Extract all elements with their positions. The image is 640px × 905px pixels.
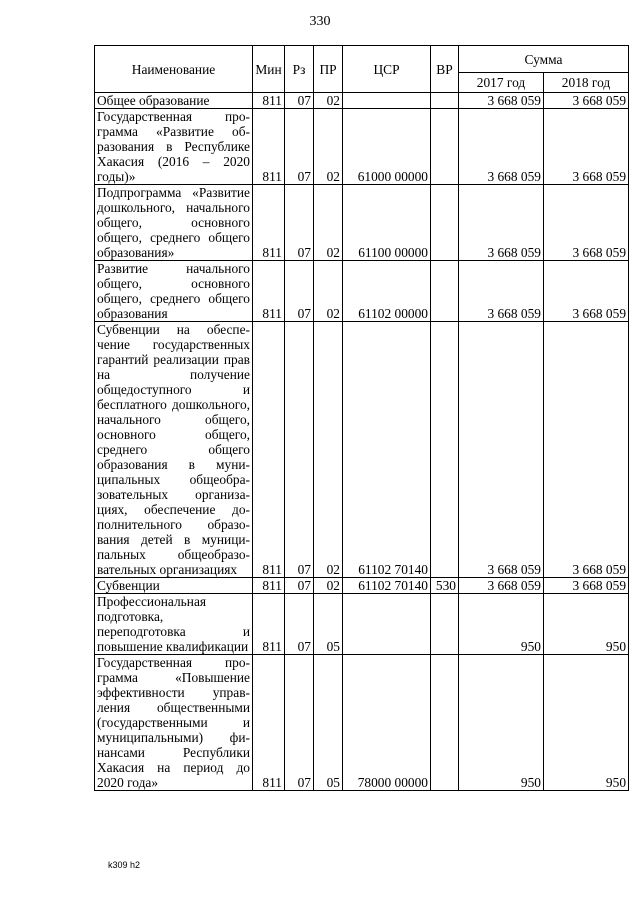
row-name: Государственная программа «Развитие образования в Республике Хакасия (2016 – 2020 годы)» — [95, 109, 253, 185]
row-rz: 07 — [285, 578, 314, 594]
row-rz: 07 — [285, 185, 314, 261]
row-sum-2018: 3 668 059 — [544, 109, 629, 185]
row-name: Подпрограмма «Развитие дошкольного, начального общего, основного общего, среднего общего образования» — [95, 185, 253, 261]
row-csr: 61102 00000 — [343, 261, 431, 322]
row-sum-2018: 3 668 059 — [544, 93, 629, 109]
row-rz: 07 — [285, 322, 314, 578]
row-name: Субвенции на обеспечение государственных гарантий реализации прав на получение общедоступного и бесплатного дошкольного, начального общего, основного общего, среднего общего образования в муниципальных общеобразовательных организациях, обеспечение дополнительного образования детей в муниципальных общеобразовательных организациях — [95, 322, 253, 578]
table-row — [95, 261, 629, 322]
row-pr: 05 — [314, 594, 343, 655]
row-min: 811 — [253, 93, 285, 109]
row-min: 811 — [253, 261, 285, 322]
row-sum-2018: 3 668 059 — [544, 322, 629, 578]
row-pr: 02 — [314, 578, 343, 594]
row-csr — [343, 93, 431, 109]
row-pr: 02 — [314, 261, 343, 322]
row-vr — [431, 185, 459, 261]
row-vr — [431, 261, 459, 322]
row-pr: 02 — [314, 109, 343, 185]
table-row — [95, 655, 629, 791]
row-pr: 02 — [314, 185, 343, 261]
row-min: 811 — [253, 185, 285, 261]
row-csr: 61102 70140 — [343, 322, 431, 578]
row-vr — [431, 322, 459, 578]
row-sum-2017: 3 668 059 — [459, 578, 544, 594]
row-sum-2017: 3 668 059 — [459, 185, 544, 261]
header-year-2017: 2017 год — [459, 73, 544, 93]
header-pr: ПР — [314, 46, 343, 93]
row-sum-2017: 3 668 059 — [459, 261, 544, 322]
row-sum-2017: 950 — [459, 655, 544, 791]
row-min: 811 — [253, 594, 285, 655]
header-rz: Рз — [285, 46, 314, 93]
budget-table — [94, 45, 629, 791]
row-min: 811 — [253, 578, 285, 594]
table-row — [95, 578, 629, 594]
row-vr: 530 — [431, 578, 459, 594]
row-csr: 61000 00000 — [343, 109, 431, 185]
header-csr: ЦСР — [343, 46, 431, 93]
row-rz: 07 — [285, 655, 314, 791]
header-year-2018: 2018 год — [544, 73, 629, 93]
table-row — [95, 109, 629, 185]
row-sum-2018: 3 668 059 — [544, 185, 629, 261]
row-sum-2018: 950 — [544, 655, 629, 791]
row-sum-2018: 3 668 059 — [544, 578, 629, 594]
table-row — [95, 185, 629, 261]
header-name: Наименование — [95, 46, 253, 93]
table-row — [95, 594, 629, 655]
row-vr — [431, 594, 459, 655]
table-row — [95, 93, 629, 109]
header-vr: ВР — [431, 46, 459, 93]
row-vr — [431, 655, 459, 791]
row-sum-2018: 950 — [544, 594, 629, 655]
row-sum-2017: 3 668 059 — [459, 109, 544, 185]
footer-code: k309 h2 — [108, 860, 141, 870]
row-name: Субвенции — [95, 578, 253, 594]
header-sum: Сумма — [459, 46, 629, 73]
row-csr: 61100 00000 — [343, 185, 431, 261]
row-vr — [431, 93, 459, 109]
row-min: 811 — [253, 322, 285, 578]
row-csr — [343, 594, 431, 655]
row-rz: 07 — [285, 93, 314, 109]
row-name: Профессиональная подготовка, переподготовка и повышение квалификации — [95, 594, 253, 655]
row-rz: 07 — [285, 594, 314, 655]
row-csr: 78000 00000 — [343, 655, 431, 791]
row-name: Общее образование — [95, 93, 253, 109]
header-min: Мин — [253, 46, 285, 93]
page-number: 330 — [309, 14, 331, 29]
row-sum-2018: 3 668 059 — [544, 261, 629, 322]
row-sum-2017: 950 — [459, 594, 544, 655]
row-pr: 02 — [314, 322, 343, 578]
row-vr — [431, 109, 459, 185]
row-sum-2017: 3 668 059 — [459, 322, 544, 578]
row-rz: 07 — [285, 261, 314, 322]
row-csr: 61102 70140 — [343, 578, 431, 594]
row-name: Государственная программа «Повышение эффективности управления общественными (государственными и муниципальными) финансами Республики Хакасия на период до 2020 года» — [95, 655, 253, 791]
row-pr: 02 — [314, 93, 343, 109]
row-sum-2017: 3 668 059 — [459, 93, 544, 109]
row-min: 811 — [253, 655, 285, 791]
row-min: 811 — [253, 109, 285, 185]
row-name: Развитие начального общего, основного общего, среднего общего образования — [95, 261, 253, 322]
row-pr: 05 — [314, 655, 343, 791]
table-row — [95, 322, 629, 578]
row-rz: 07 — [285, 109, 314, 185]
